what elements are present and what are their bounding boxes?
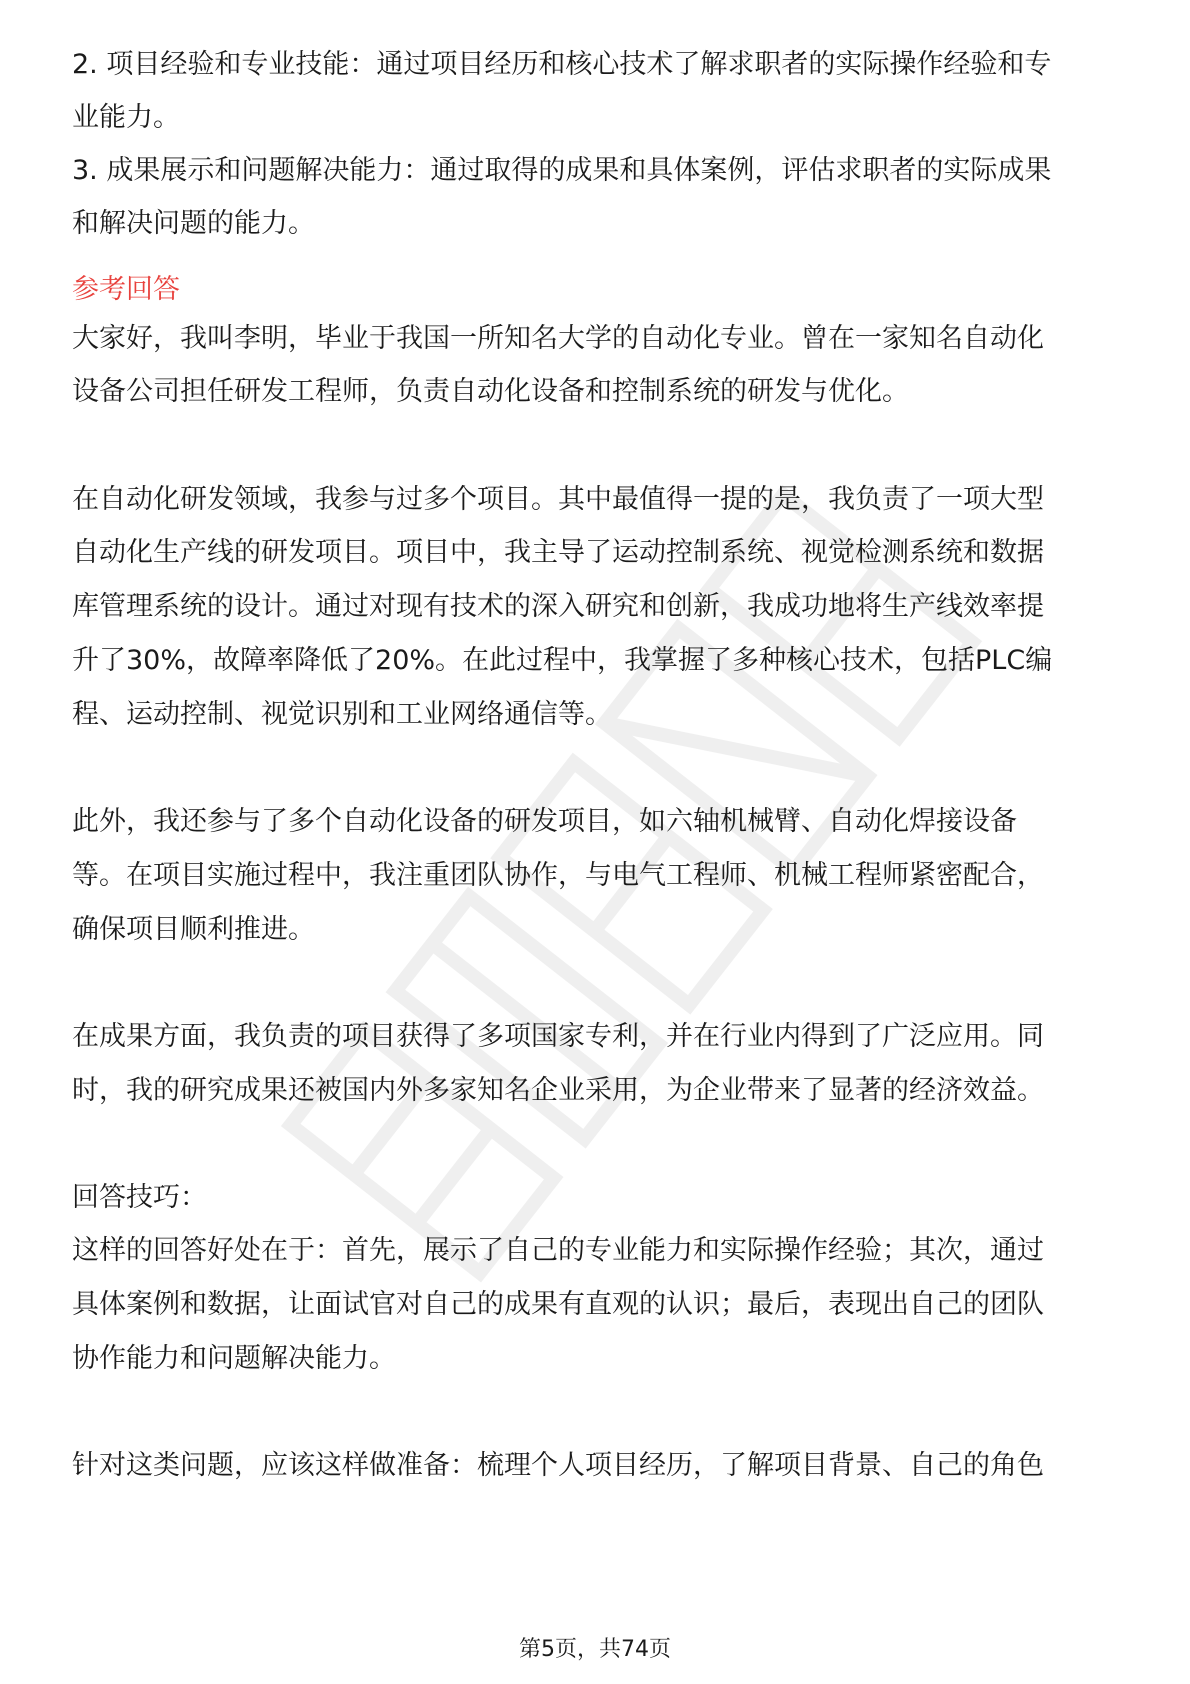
tips-p1-line-3: 协作能力和问题解决能力。: [72, 1343, 396, 1374]
reference-p1-line-1: 大家好，我叫李明，毕业于我国一所知名大学的自动化专业。曾在一家知名自动化: [72, 323, 1044, 354]
reference-p2-line-2: 自动化生产线的研发项目。项目中，我主导了运动控制系统、视觉检测系统和数据: [72, 537, 1044, 568]
reference-p2-line-5: 程、运动控制、视觉识别和工业网络通信等。: [72, 699, 612, 730]
item-2-line-2: 业能力。: [72, 102, 180, 133]
page-number: 第5页，共74页: [519, 1637, 671, 1662]
reference-p2-line-1: 在自动化研发领域，我参与过多个项目。其中最值得一提的是，我负责了一项大型: [72, 484, 1044, 515]
item-3-line-1: 3. 成果展示和问题解决能力：通过取得的成果和具体案例，评估求职者的实际成果: [72, 155, 1052, 186]
tips-p2-line-1: 针对这类问题，应该这样做准备：梳理个人项目经历，了解项目背景、自己的角色: [72, 1450, 1044, 1481]
reference-p3-line-3: 确保项目顺利推进。: [72, 914, 315, 945]
reference-p4-line-2: 时，我的研究成果还被国内外多家知名企业采用，为企业带来了显著的经济效益。: [72, 1075, 1044, 1106]
reference-p1-line-2: 设备公司担任研发工程师，负责自动化设备和控制系统的研发与优化。: [72, 376, 909, 407]
reference-p3-line-2: 等。在项目实施过程中，我注重团队协作，与电气工程师、机械工程师紧密配合，: [72, 860, 1044, 891]
tips-p1-line-1: 这样的回答好处在于：首先，展示了自己的专业能力和实际操作经验；其次，通过: [72, 1235, 1044, 1266]
item-3-line-2: 和解决问题的能力。: [72, 208, 315, 239]
reference-answer-heading: 参考回答: [72, 274, 180, 305]
reference-p4-line-1: 在成果方面，我负责的项目获得了多项国家专利，并在行业内得到了广泛应用。同: [72, 1021, 1044, 1052]
tips-p1-line-2: 具体案例和数据，让面试官对自己的成果有直观的认识；最后，表现出自己的团队: [72, 1289, 1044, 1320]
reference-p2-line-4: 升了30%，故障率降低了20%。在此过程中，我掌握了多种核心技术，包括PLC编: [72, 645, 1053, 676]
reference-p2-line-3: 库管理系统的设计。通过对现有技术的深入研究和创新，我成功地将生产线效率提: [72, 591, 1044, 622]
item-2-line-1: 2. 项目经验和专业技能：通过项目经历和核心技术了解求职者的实际操作经验和专: [72, 49, 1052, 80]
reference-p3-line-1: 此外，我还参与了多个自动化设备的研发项目，如六轴机械臂、自动化焊接设备: [72, 806, 1017, 837]
tips-heading: 回答技巧：: [72, 1182, 207, 1213]
